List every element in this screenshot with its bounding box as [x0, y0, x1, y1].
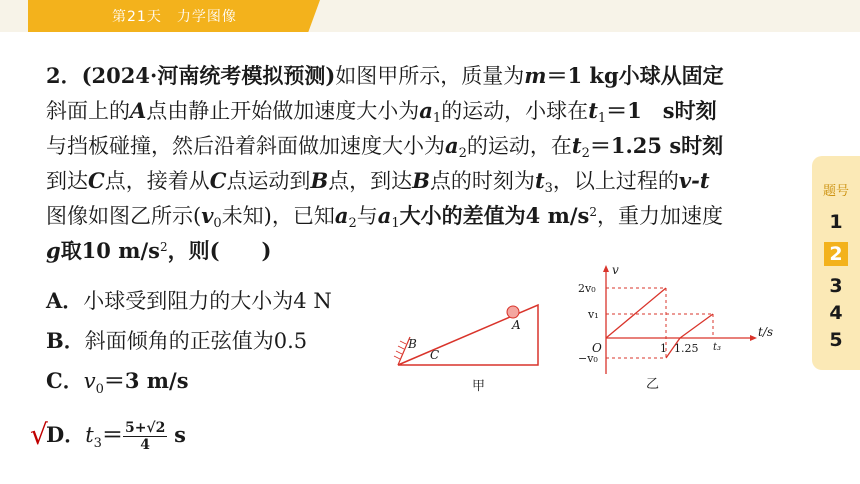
option-b[interactable]: B．斜面倾角的正弦值为0.5 [46, 328, 308, 353]
question-nav-4[interactable]: 4 [829, 302, 843, 324]
top-bar [0, 0, 860, 32]
question-line-5: 图像如图乙所示($v_0$未知)，已知$a_2$与$a_1$大小的差值为4 $m/s^2$，重力加速度 [46, 203, 723, 231]
axis-t-label: t/s [758, 325, 774, 339]
question-line-1: 2．(2024·河南统考模拟预测)如图甲所示，质量为m＝1 kg小球从固定 [46, 63, 724, 88]
question-nav-1[interactable]: 1 [829, 211, 843, 233]
origin-label: O [592, 341, 602, 355]
figure-vt-graph [548, 262, 798, 392]
page-title: 第21天 力学图像 [112, 9, 237, 25]
question-nav-2[interactable]: 2 [824, 242, 848, 266]
label-c: C [430, 348, 440, 362]
panel-header: 题号 [822, 184, 849, 199]
tick-2v0: 2v₀ [578, 282, 596, 295]
figure-incline [390, 295, 565, 395]
tick-v1: v₁ [588, 308, 599, 321]
y-arrow [603, 265, 609, 272]
question-nav-5[interactable]: 5 [829, 329, 843, 351]
tick-1-25: 1.25 [674, 342, 699, 355]
question-line-2: 斜面上的A点由静止开始做加速度大小为$a_1$的运动，小球在$t_1=1$ s时刻 [46, 98, 717, 126]
tick-1: 1 [660, 342, 667, 355]
ball [507, 306, 519, 318]
return-line [680, 314, 713, 338]
accel-line [606, 288, 666, 338]
question-line-6: g取10 $m/s^2$，则( ) [46, 238, 272, 263]
option-c[interactable]: C．$v_0=3$ m/s [46, 368, 189, 398]
question-line-4: 到达C点，接着从C点运动到B点，到达B点的时刻为$t_3$，以上过程的v-t [46, 168, 710, 196]
question-number-panel [812, 156, 860, 370]
question-line-3: 与挡板碰撞，然后沿着斜面做加速度大小为$a_2$的运动，在$t_2=1.25$ s时刻 [46, 133, 724, 161]
option-a[interactable]: A．小球受到阻力的大小为4 N [46, 288, 332, 313]
label-a: A [512, 318, 521, 332]
caption-jia: 甲 [472, 379, 486, 394]
fraction: $\frac{5+√2}{4}$ [124, 420, 166, 453]
caption-yi: 乙 [646, 377, 660, 392]
label-b: B [408, 337, 417, 351]
correct-check-mark: √ [30, 418, 48, 451]
question-nav-3[interactable]: 3 [829, 275, 843, 297]
tick-neg-v0: −v₀ [578, 352, 598, 365]
x-arrow [750, 335, 757, 341]
axis-v-label: v [612, 263, 619, 277]
option-d[interactable]: D．$t_3=$ $\frac{5+√2}{4}$ s [46, 420, 186, 453]
tick-t3: t₃ [713, 342, 722, 353]
